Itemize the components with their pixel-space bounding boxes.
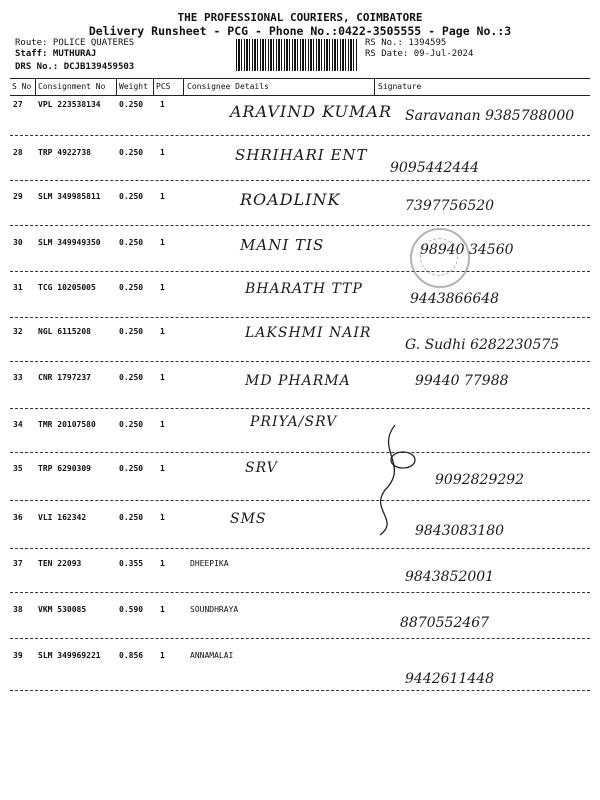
row-signature: 9443866648 [410,291,500,307]
barcode [236,39,358,71]
col-consignee: Consignee Details [187,82,269,91]
column-divider [153,79,154,95]
row-weight: 0.250 [119,327,144,336]
row-separator [10,408,590,409]
staff-label: Staff: MUTHURAJ [15,49,97,59]
row-signature: 98940 34560 [420,242,514,258]
row-consignment-no: VLI 162342 [38,513,87,522]
col-sno: S No [12,82,32,91]
row-sno: 30 [13,238,23,247]
row-sno: 32 [13,327,23,336]
row-consignment-no: TEN 22093 [38,559,82,568]
row-sno: 31 [13,283,23,292]
row-sno: 39 [13,651,23,660]
row-consignee: SOUNDHRAYA [190,605,239,614]
row-consignment-no: TRP 4922738 [38,148,91,157]
row-separator [10,180,590,181]
row-separator [10,690,590,691]
row-pcs: 1 [160,373,165,382]
row-pcs: 1 [160,464,165,473]
row-signature: 9092829292 [435,472,525,488]
row-sno: 34 [13,420,23,429]
row-sno: 33 [13,373,23,382]
row-consignee-handwritten: MANI TIS [240,236,325,254]
table-header-rule [10,95,590,96]
row-separator [10,317,590,318]
row-pcs: 1 [160,327,165,336]
row-separator [10,452,590,453]
column-divider [374,79,375,95]
row-pcs: 1 [160,651,165,660]
row-pcs: 1 [160,100,165,109]
row-separator [10,135,590,136]
row-pcs: 1 [160,283,165,292]
row-consignment-no: TCG 10205005 [38,283,96,292]
row-consignment-no: SLM 349985811 [38,192,101,201]
runsheet-subtitle: Delivery Runsheet - PCG - Phone No.:0422-3505555 - Page No.:3 [88,24,512,38]
row-signature: 7397756520 [405,198,495,214]
row-separator [10,592,590,593]
row-pcs: 1 [160,238,165,247]
col-pcs: PCS [156,82,171,91]
row-consignee-handwritten: SMS [230,511,267,527]
row-weight: 0.355 [119,559,144,568]
row-consignment-no: SLM 349969221 [38,651,101,660]
row-consignee-handwritten: MD PHARMA [245,373,351,389]
row-sno: 36 [13,513,23,522]
row-separator [10,500,590,501]
row-separator [10,271,590,272]
col-weight: Weight [119,82,148,91]
route-label: Route: POLICE QUATERES [15,38,135,48]
row-consignee-handwritten: SRV [245,460,278,476]
row-weight: 0.250 [119,513,144,522]
row-pcs: 1 [160,148,165,157]
column-divider [116,79,117,95]
row-sno: 37 [13,559,23,568]
row-consignee: DHEEPIKA [190,559,229,568]
row-sno: 29 [13,192,23,201]
row-consignee-handwritten: SHRIHARI ENT [235,146,368,164]
col-consignment: Consignment No [38,82,106,91]
row-weight: 0.250 [119,464,144,473]
col-signature: Signature [378,82,422,91]
row-pcs: 1 [160,513,165,522]
row-sno: 38 [13,605,23,614]
row-sno: 35 [13,464,23,473]
row-signature: 99440 77988 [415,373,509,389]
row-weight: 0.250 [119,283,144,292]
row-signature: G. Sudhi 6282230575 [405,337,560,353]
row-consignee-handwritten: ARAVIND KUMAR [230,102,392,121]
row-consignment-no: CNR 1797237 [38,373,91,382]
row-pcs: 1 [160,192,165,201]
row-separator [10,361,590,362]
row-pcs: 1 [160,559,165,568]
row-consignee-handwritten: ROADLINK [240,190,341,209]
row-signature: 9442611448 [405,671,495,687]
rs-number: RS No.: 1394595 [365,38,447,48]
row-consignee: ANNAMALAI [190,651,234,660]
row-consignment-no: NGL 6115208 [38,327,91,336]
row-weight: 0.250 [119,238,144,247]
drs-number: DRS No.: DCJB139459503 [15,62,135,72]
row-consignment-no: SLM 349949350 [38,238,101,247]
row-signature: Saravanan 9385788000 [405,108,575,124]
row-sno: 27 [13,100,23,109]
row-consignment-no: VPL 223538134 [38,100,101,109]
row-weight: 0.250 [119,192,144,201]
row-weight: 0.250 [119,420,144,429]
row-consignment-no: TMR 20107580 [38,420,96,429]
row-consignment-no: VKM 530085 [38,605,87,614]
row-pcs: 1 [160,420,165,429]
row-weight: 0.856 [119,651,144,660]
row-consignee-handwritten: LAKSHMI NAIR [245,325,372,341]
company-stamp [410,228,470,288]
row-separator [10,225,590,226]
row-consignee-handwritten: BHARATH TTP [245,281,363,297]
row-signature: 8870552467 [400,615,490,631]
row-signature: 9095442444 [390,160,480,176]
row-consignee-handwritten: PRIYA/SRV [250,414,338,430]
signature-scribble [365,420,425,540]
row-pcs: 1 [160,605,165,614]
row-signature: 9843852001 [405,569,495,585]
table-top-rule [10,78,590,79]
row-signature: 9843083180 [415,523,505,539]
column-divider [183,79,184,95]
row-separator [10,548,590,549]
row-consignment-no: TRP 6290309 [38,464,91,473]
rs-date: RS Date: 09-Jul-2024 [365,49,474,59]
row-weight: 0.250 [119,100,144,109]
row-sno: 28 [13,148,23,157]
row-separator [10,638,590,639]
column-divider [35,79,36,95]
row-weight: 0.590 [119,605,144,614]
row-weight: 0.250 [119,148,144,157]
row-weight: 0.250 [119,373,144,382]
company-title: THE PROFESSIONAL COURIERS, COIMBATORE [177,11,423,24]
